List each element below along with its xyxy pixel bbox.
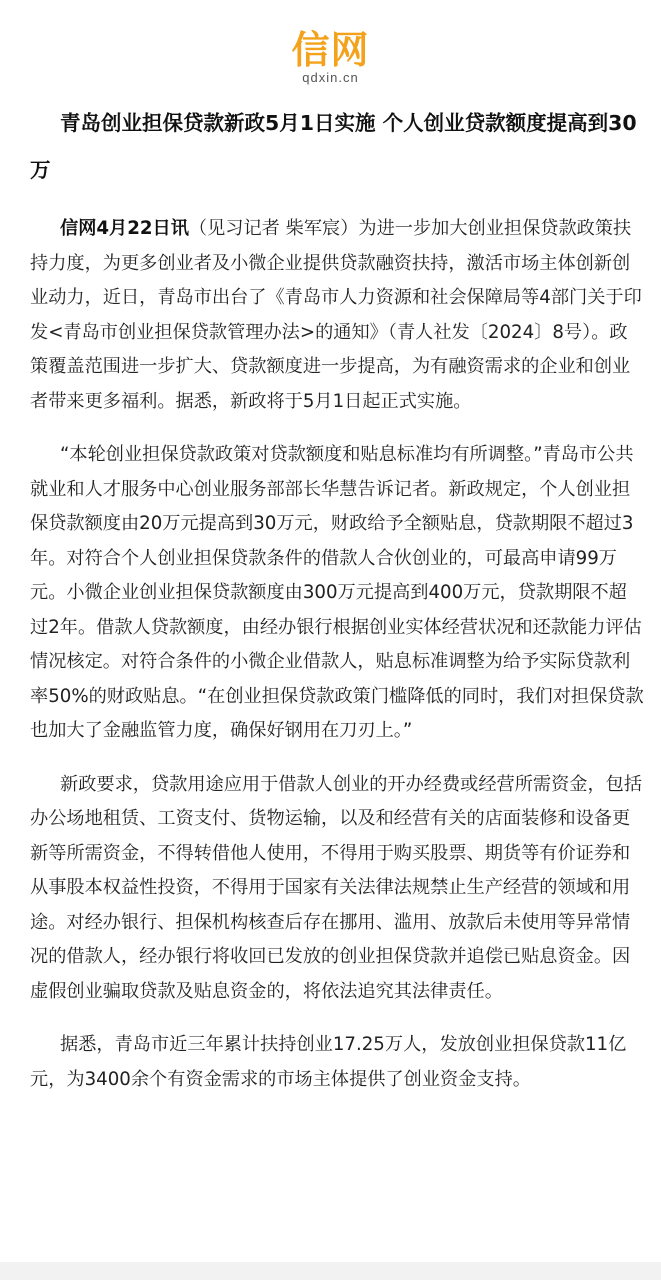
logo-domain: qdxin.cn: [302, 70, 359, 85]
logo-wordmark: 信网: [291, 28, 370, 72]
site-logo[interactable]: [0, 30, 661, 86]
dateline: 信网4月22日讯: [60, 218, 189, 239]
article-paragraph-4: 据悉，青岛市近三年累计扶持创业17.25万人，发放创业担保贷款11亿元，为3400余个有资金需求的市场主体提供了创业资金支持。: [30, 1034, 627, 1090]
article-body: [30, 100, 644, 1116]
footer-bar: [0, 1262, 661, 1280]
article-title: 青岛创业担保贷款新政5月1日实施 个人创业贷款额度提高到30万: [30, 111, 637, 182]
article-paragraph-2: “本轮创业担保贷款政策对贷款额度和贴息标准均有所调整。”青岛市公共就业和人才服务中心创业服务部部长华慧告诉记者。新政规定，个人创业担保贷款额度由20万元提高到30万元，财政给予全额贴息，贷款期限不超过3年。对符合个人创业担保贷款条件的借款人合伙创业的，可最高申请99万元。小微企业创业担保贷款额度由300万元提高到400万元，贷款期限不超过2年。借款人贷款额度，由经办银行根据创业实体经营状况和还款能力评估情况核定。对符合条件的小微企业借款人，贴息标准调整为给予实际贷款利率50%的财政贴息。“在创业担保贷款政策门槛降低的同时，我们对担保贷款也加大了金融监管力度，确保好钢用在刀刃上。”: [30, 444, 644, 741]
lead-text: （见习记者 柴军宸）为进一步加大创业担保贷款政策扶持力度，为更多创业者及小微企业提供贷款融资扶持，激活市场主体创新创业动力，近日，青岛市出台了《青岛市人力资源和社会保障局等4部门关于印发<青岛市创业担保贷款管理办法>的通知》（青人社发〔2024〕8号）。政策覆盖范围进一步扩大、贷款额度进一步提高，为有融资需求的企业和创业者带来更多福利。据悉，新政将于5月1日起正式实施。: [30, 218, 642, 412]
article-paragraph-3: 新政要求，贷款用途应用于借款人创业的开办经费或经营所需资金，包括办公场地租赁、工资支付、货物运输，以及和经营有关的店面装修和设备更新等所需资金，不得转借他人使用，不得用于购买股票、期货等有价证券和从事股本权益性投资，不得用于国家有关法律法规禁止生产经营的领域和用途。对经办银行、担保机构核查后存在挪用、滥用、放款后未使用等异常情况的借款人，经办银行将收回已发放的创业担保贷款并追偿已贴息资金。因虚假创业骗取贷款及贴息资金的，将依法追究其法律责任。: [30, 773, 643, 1002]
article-paragraph-lead: [30, 212, 644, 419]
